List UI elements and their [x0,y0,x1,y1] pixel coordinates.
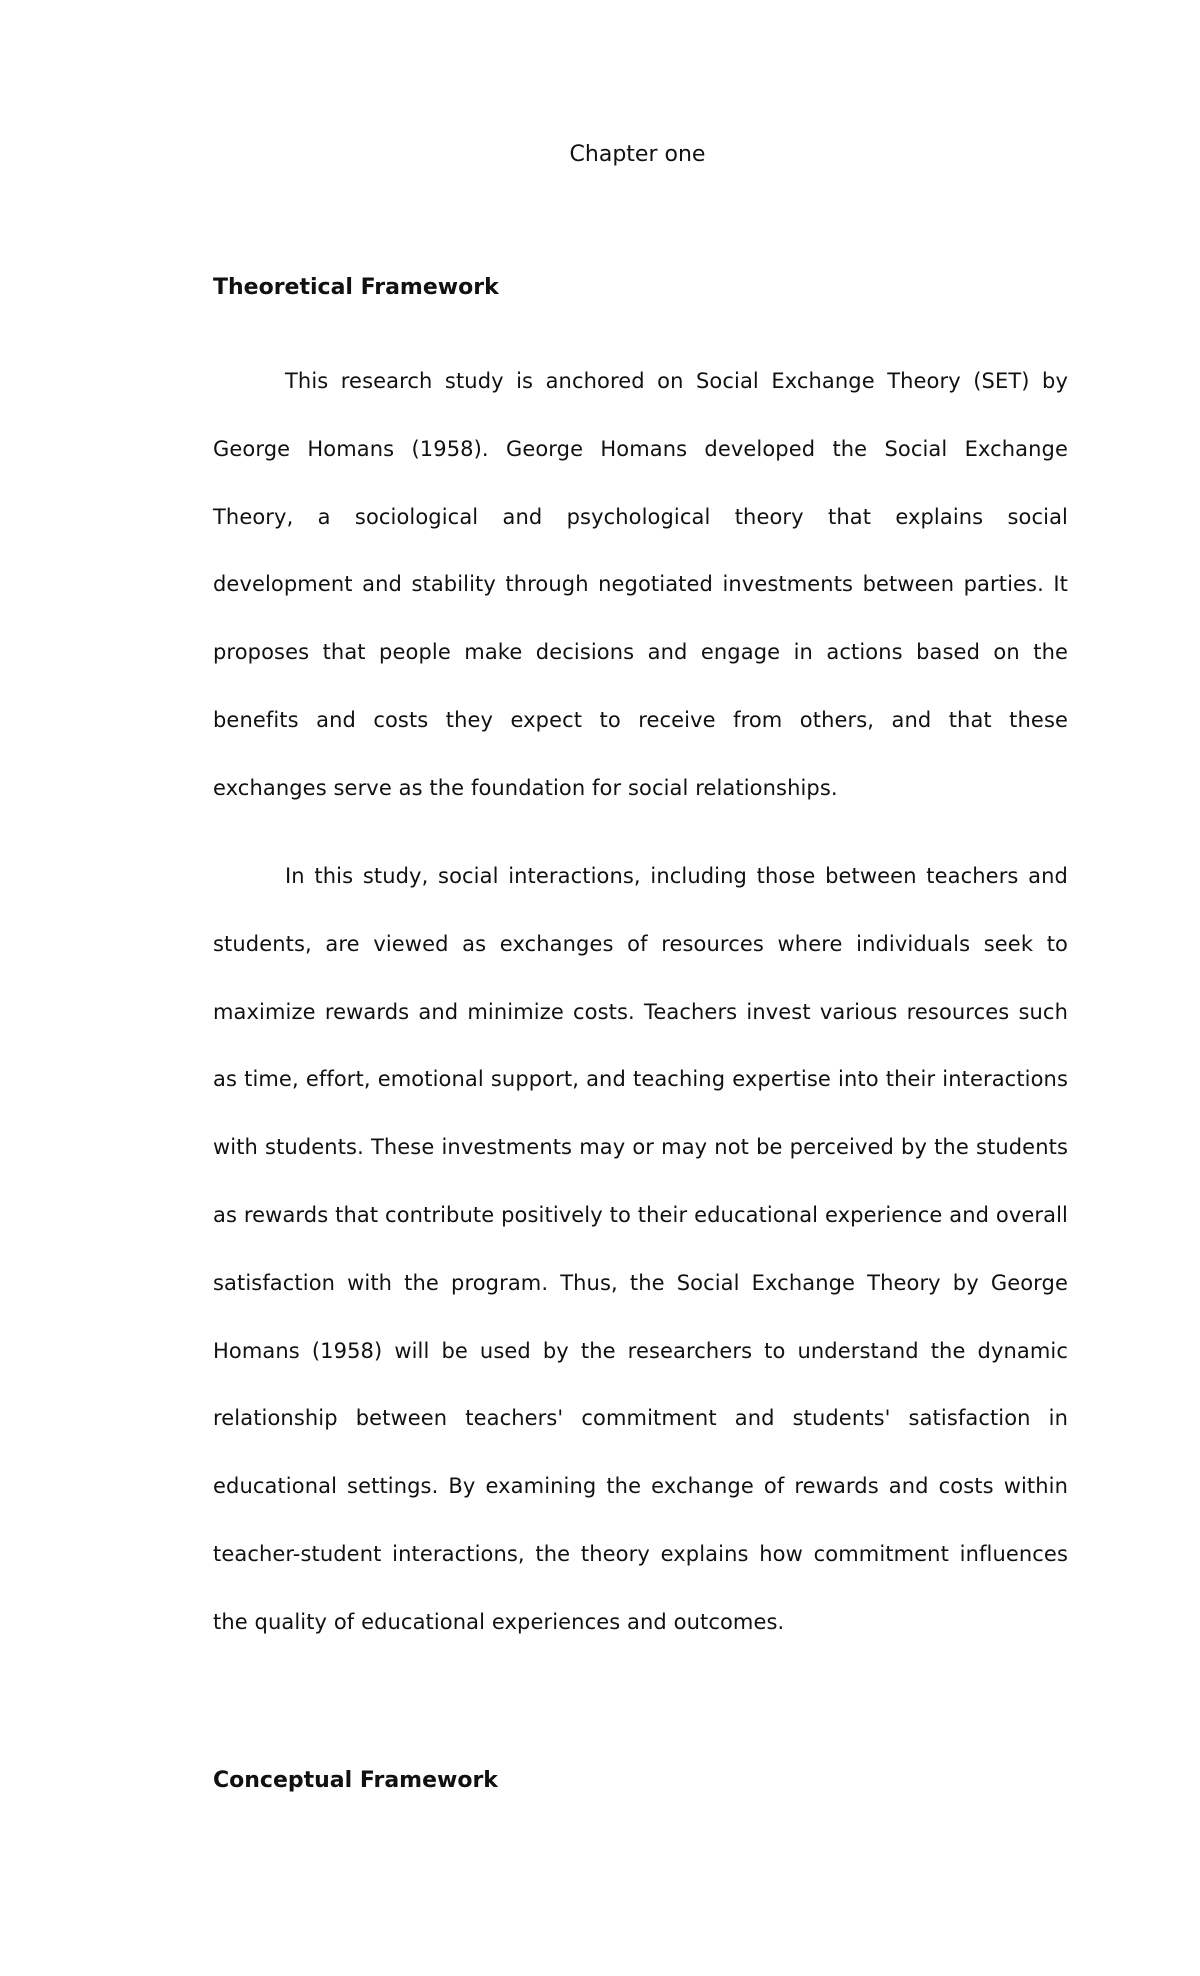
paragraph-set-introduction: This research study is anchored on Social Exchange Theory (SET) by George Homans (1958). George Homans developed the Social Exchange Theory, a sociological and psychological theory that explains social development and stability through negotiated investments between parties. It proposes that people make decisions and engage in actions based on the benefits and costs they expect to receive from others, and that these exchanges serve as the foundation for social relationships. [213,369,1068,800]
chapter-title: Chapter one [569,142,706,167]
paragraph-teacher-student-exchange: In this study, social interactions, including those between teachers and students, are viewed as exchanges of resources where individuals seek to maximize rewards and minimize costs. Teachers invest various resources such as time, effort, emotional support, and teaching expertise into their interactions with students. These investments may or may not be perceived by the students as rewards that contribute positively to their educational experience and overall satisfaction with the program. Thus, the Social Exchange Theory by George Homans (1958) will be used by the researchers to understand the dynamic relationship between teachers' commitment and students' satisfaction in educational settings. By examining the exchange of rewards and costs within teacher-student interactions, the theory explains how commitment influences the quality of educational experiences and outcomes. [213,864,1068,1634]
section-heading-conceptual-framework: Conceptual Framework [213,1768,498,1793]
section-heading-theoretical-framework: Theoretical Framework [213,275,499,300]
